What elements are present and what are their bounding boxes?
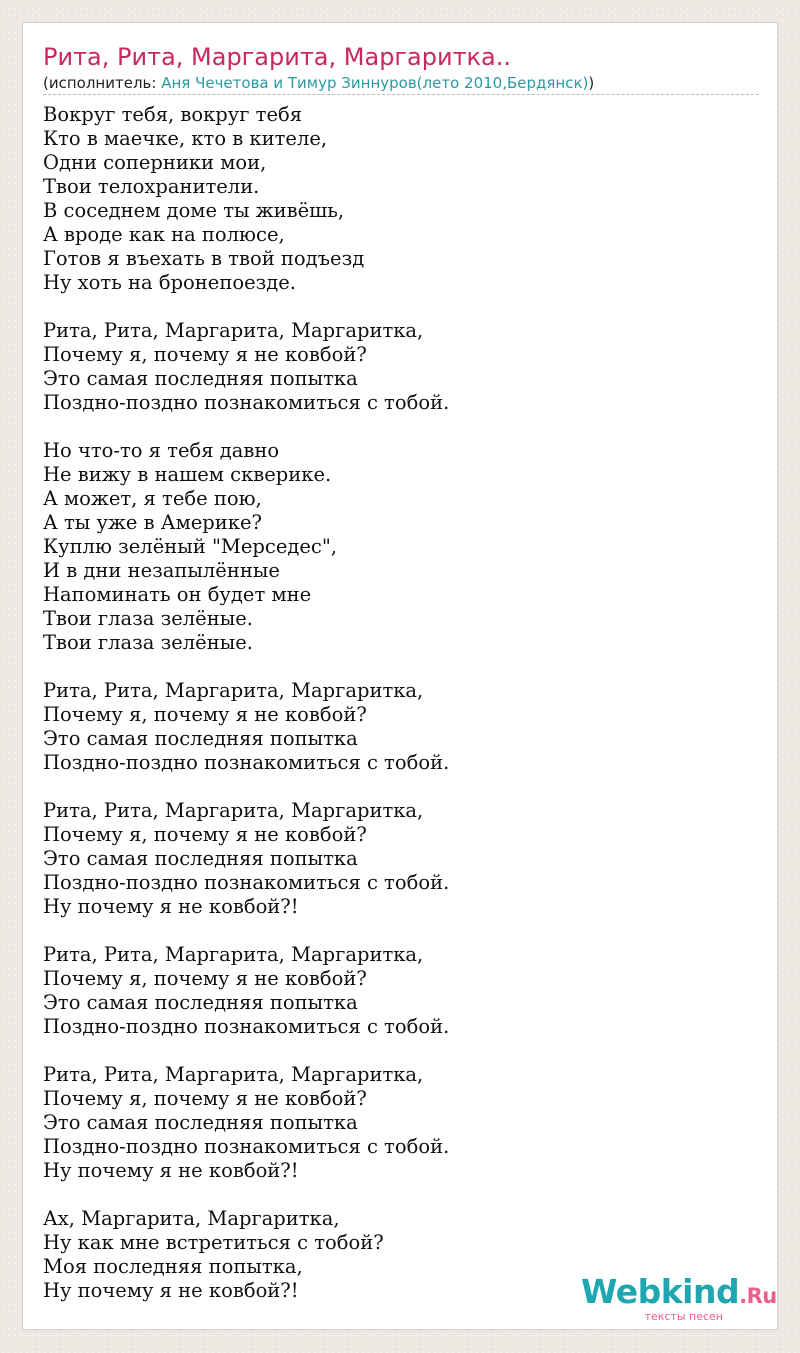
lyrics-card: [22, 22, 778, 1330]
logo-wordmark: [581, 1272, 777, 1315]
lyric-line: В соседнем доме ты живёшь,: [43, 199, 345, 222]
performer-link[interactable]: Аня Чечетова и Тимур Зиннуров(лето 2010,Бердянск): [161, 74, 589, 92]
lyric-line: Это самая последняя попытка: [43, 991, 358, 1014]
lyric-line: Напоминать он будет мне: [43, 583, 312, 606]
logo-tagline: тексты песен: [644, 1310, 723, 1323]
song-header: [43, 41, 759, 95]
lyric-line: Одни соперники мои,: [43, 151, 267, 174]
lyric-line: Рита, Рита, Маргарита, Маргаритка,: [43, 319, 424, 342]
lyric-line: Почему я, почему я не ковбой?: [43, 967, 367, 990]
lyric-line: И в дни незапылённые: [43, 559, 280, 582]
lyric-line: Это самая последняя попытка: [43, 847, 358, 870]
stanza: [43, 1063, 759, 1183]
lyric-line: Поздно-поздно познакомиться с тобой.: [43, 391, 450, 414]
lyric-line: Рита, Рита, Маргарита, Маргаритка,: [43, 943, 424, 966]
lyric-line: Рита, Рита, Маргарита, Маргаритка,: [43, 1063, 424, 1086]
site-logo[interactable]: [581, 1272, 777, 1327]
lyric-line: Ну почему я не ковбой?!: [43, 1279, 299, 1302]
lyric-line: А может, я тебе пою,: [43, 487, 262, 510]
lyric-line: Поздно-поздно познакомиться с тобой.: [43, 1015, 450, 1038]
lyric-line: Куплю зелёный "Мерседес",: [43, 535, 337, 558]
lyric-line: Это самая последняя попытка: [43, 727, 358, 750]
lyric-line: Твои телохранители.: [43, 175, 260, 198]
performer-line: [43, 73, 759, 95]
stanza: [43, 439, 759, 655]
lyrics-text: [43, 103, 759, 1327]
lyric-line: Ну почему я не ковбой?!: [43, 895, 299, 918]
stanza: [43, 679, 759, 775]
song-title: Рита, Рита, Маргарита, Маргаритка..: [43, 43, 512, 71]
stanza: [43, 103, 759, 295]
lyric-line: Не вижу в нашем скверике.: [43, 463, 332, 486]
stanza: [43, 943, 759, 1039]
lyric-line: Вокруг тебя, вокруг тебя: [43, 103, 303, 126]
lyric-line: Готов я въехать в твой подъезд: [43, 247, 365, 270]
lyric-line: Твои глаза зелёные.: [43, 631, 253, 654]
lyric-line: Почему я, почему я не ковбой?: [43, 343, 367, 366]
lyric-line: Почему я, почему я не ковбой?: [43, 703, 367, 726]
lyric-line: А ты уже в Америке?: [43, 511, 262, 534]
lyric-line: Кто в маечке, кто в кителе,: [43, 127, 328, 150]
lyric-line: Это самая последняя попытка: [43, 1111, 358, 1134]
stanza: [43, 319, 759, 415]
lyric-line: А вроде как на полюсе,: [43, 223, 285, 246]
performer-prefix: (исполнитель:: [43, 74, 162, 92]
lyric-line: Рита, Рита, Маргарита, Маргаритка,: [43, 799, 424, 822]
lyric-line: Ну почему я не ковбой?!: [43, 1159, 299, 1182]
lyric-line: Рита, Рита, Маргарита, Маргаритка,: [43, 679, 424, 702]
lyric-line: Ну хоть на бронепоезде.: [43, 271, 296, 294]
lyric-line: Поздно-поздно познакомиться с тобой.: [43, 871, 450, 894]
lyric-line: Твои глаза зелёные.: [43, 607, 253, 630]
lyric-line: Ах, Маргарита, Маргаритка,: [43, 1207, 340, 1230]
lyric-line: Моя последняя попытка,: [43, 1255, 303, 1278]
lyric-line: Почему я, почему я не ковбой?: [43, 1087, 367, 1110]
lyric-line: Но что-то я тебя давно: [43, 439, 280, 462]
logo-tld: .Ru: [739, 1284, 777, 1308]
lyric-line: Поздно-поздно познакомиться с тобой.: [43, 1135, 450, 1158]
lyric-line: Ну как мне встретиться с тобой?: [43, 1231, 384, 1254]
logo-name: Webkind: [581, 1272, 740, 1311]
lyric-line: Почему я, почему я не ковбой?: [43, 823, 367, 846]
lyric-line: Поздно-поздно познакомиться с тобой.: [43, 751, 450, 774]
stanza: [43, 799, 759, 919]
performer-suffix: ): [588, 74, 595, 92]
lyric-line: Это самая последняя попытка: [43, 367, 358, 390]
